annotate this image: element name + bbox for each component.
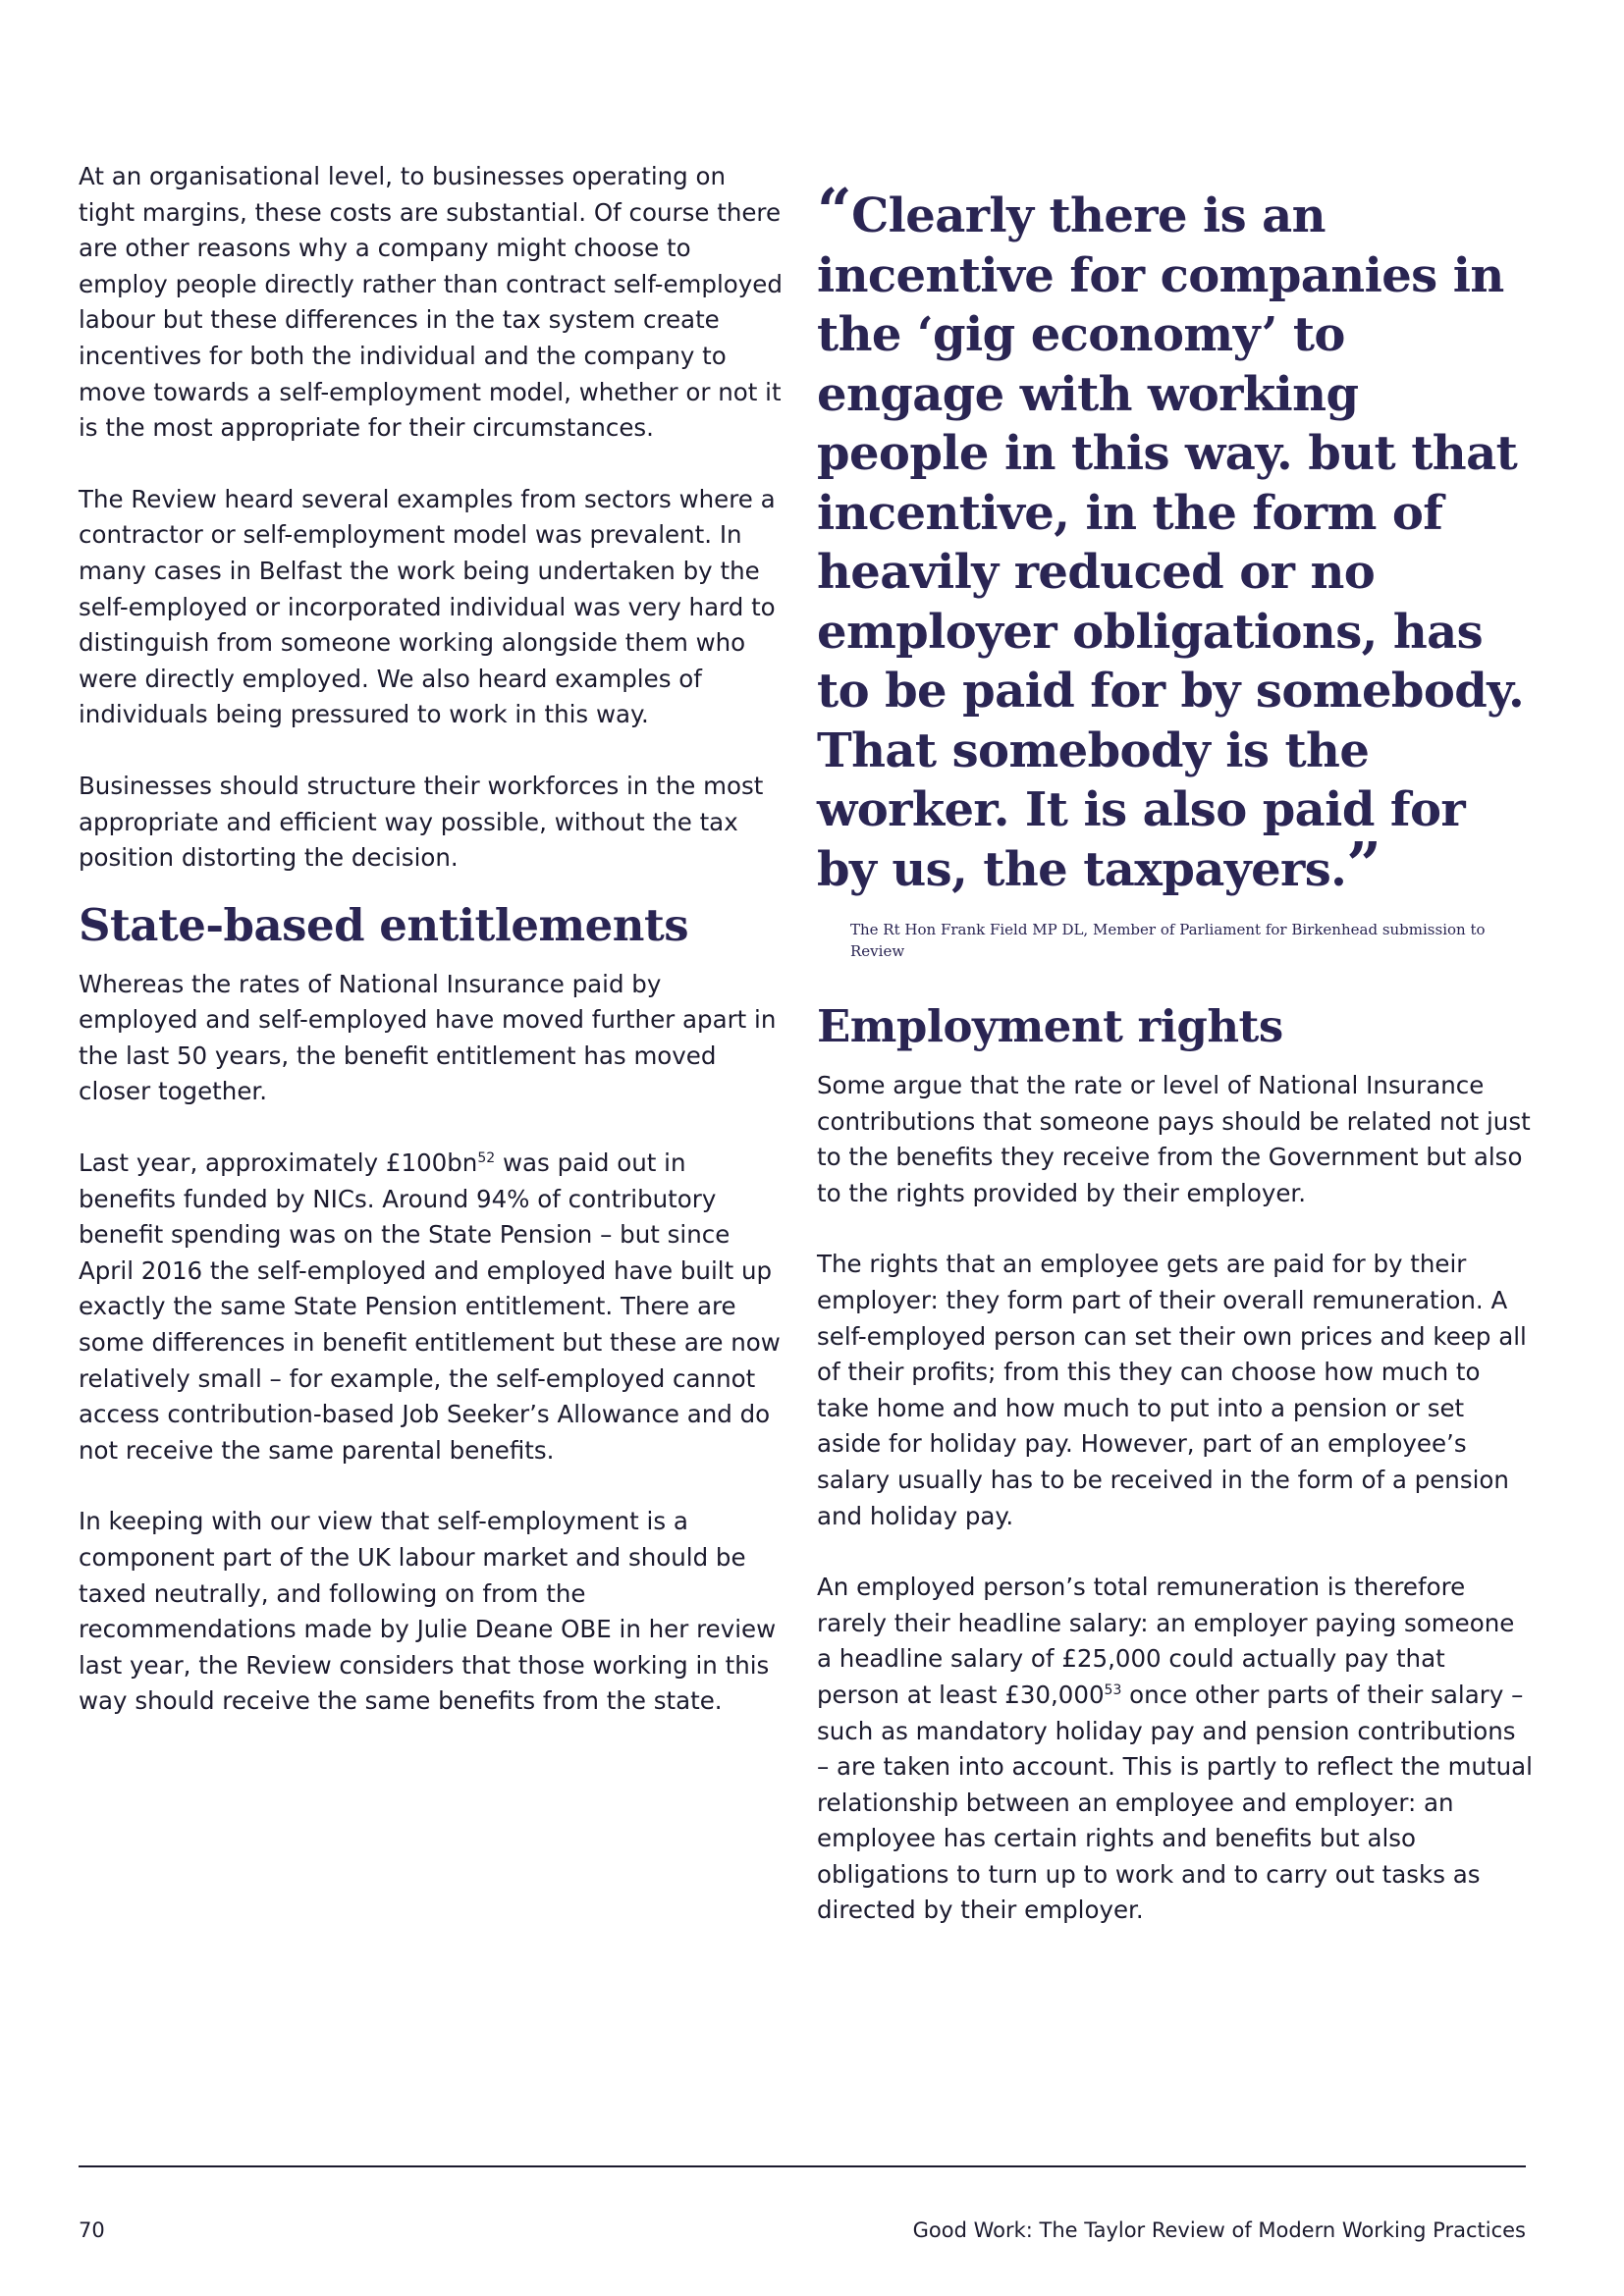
footnote-52[interactable]: 52	[477, 1149, 496, 1166]
running-title: Good Work: The Taylor Review of Modern Working Practices	[912, 2218, 1526, 2242]
text-segment: An employed person’s total remuneration is therefore rarely their headline salary: an employer paying someone a headline salary of £25,000 could actually pay that person at least £30,000	[817, 1573, 1515, 1709]
text-segment: was paid out in benefits funded by NICs. Around 94% of contributory benefit spending was on the State Pension – but since April 2016 the self-employed and employed have built up exactly the same State Pension entitlement. There are some differences in benefit entitlement but these are now relatively small – for example, the self-employed cannot access contribution-based Job Seeker’s Allowance and do not receive the same parental benefits.	[79, 1148, 781, 1465]
right-column	[817, 175, 1534, 1964]
footer-divider	[79, 2165, 1526, 2167]
paragraph-review-heard: The Review heard several examples from sectors where a contractor or self-employment model was prevalent. In many cases in Belfast the work being undertaken by the self-employed or incorporated individual was very hard to distinguish from someone working alongside them who were directly employed. We also heard examples of individuals being pressured to work in this way.	[79, 484, 776, 729]
text-segment: Last year, approximately £100bn	[79, 1148, 478, 1178]
page-number: 70	[79, 2218, 105, 2242]
paragraph-some-argue: Some argue that the rate or level of National Insurance contributions that someone pays should be related not just to the benefits they receive from the Government but also to the rights provided by their employer.	[817, 1071, 1531, 1207]
text-segment: once other parts of their salary – such as mandatory holiday pay and pension contributions – are taken into account. This is partly to reflect the mutual relationship between an employee and employer: an employee has certain rights and benefits but also obligations to turn up to work and to carry out tasks as directed by their employer.	[817, 1680, 1533, 1925]
close-quote-mark: ”	[1346, 828, 1381, 900]
open-quote-mark: “	[817, 175, 852, 246]
quote-body: Clearly there is an incentive for companies in the ‘gig economy’ to engage with working people in this way. but that incentive, in the form of heavily reduced or no employer obligations, has to be paid for by somebody. That somebody is the worker. It is also paid for by us, the taxpayers.	[817, 188, 1525, 897]
left-column	[79, 159, 787, 1755]
quote-attribution: The Rt Hon Frank Field MP DL, Member of Parliament for Birkenhead submission to Review	[850, 921, 1486, 960]
paragraph-total-remuneration	[817, 1570, 1534, 1929]
paragraph-in-keeping: In keeping with our view that self-employment is a component part of the UK labour market and should be taxed neutrally, and following on from the recommendations made by Julie Deane OBE in her review last year, the Review considers that those working in this way should receive the same benefits from the state.	[79, 1507, 777, 1716]
quote-text	[817, 175, 1534, 900]
pull-quote	[817, 175, 1534, 962]
heading-state-based-entitlements: State-based entitlements	[79, 898, 689, 951]
paragraph-last-year	[79, 1146, 787, 1468]
paragraph-rights-employee: The rights that an employee gets are paid for by their employer: they form part of their overall remuneration. A self-employed person can set their own prices and keep all of their profits; from this they can choose how much to take home and how much to put into a pension or set aside for holiday pay. However, part of an employee’s salary usually has to be received in the form of a pension and holiday pay.	[817, 1250, 1527, 1530]
heading-employment-rights: Employment rights	[817, 1000, 1283, 1052]
footnote-53[interactable]: 53	[1104, 1682, 1122, 1698]
paragraph-organisational-level: At an organisational level, to businesses operating on tight margins, these costs are substantial. Of course there are other reasons why a company might choose to employ people directly rather than contract self-employed labour but these differences in the tax system create incentives for both the individual and the company to move towards a self-employment model, whether or not it is the most appropriate for their circumstances.	[79, 162, 783, 443]
paragraph-rates-ni: Whereas the rates of National Insurance paid by employed and self-employed have moved further apart in the last 50 years, the benefit entitlement has moved closer together.	[79, 969, 777, 1106]
paragraph-businesses-should: Businesses should structure their workforces in the most appropriate and efficient way possible, without the tax position distorting the decision.	[79, 771, 764, 873]
